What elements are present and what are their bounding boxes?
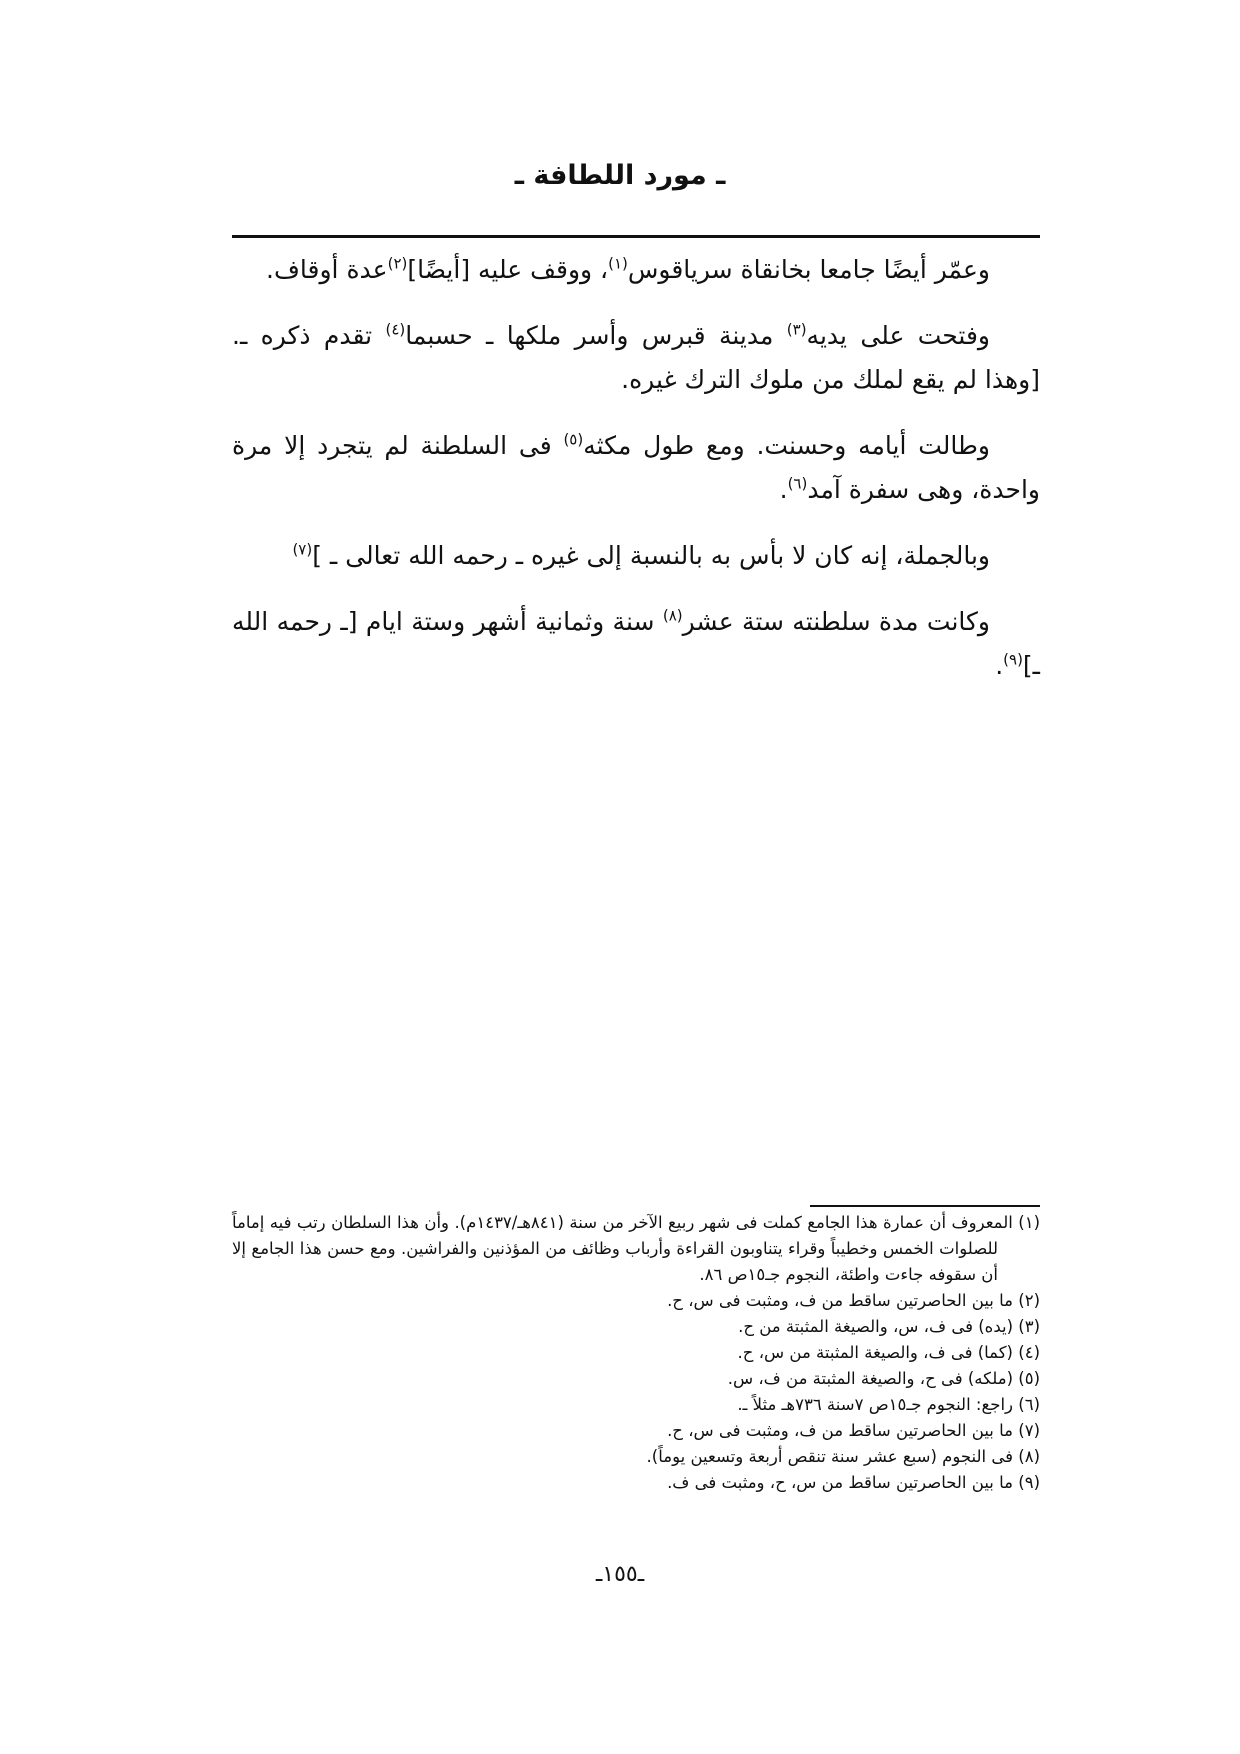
footnote-7: (٧) ما بين الحاصرتين ساقط من ف، ومثبت فى س، ح. <box>667 1421 1040 1440</box>
paragraph-5 <box>232 600 1040 688</box>
text-run: وكانت مدة سلطنته ستة عشر <box>682 607 990 636</box>
footnote-3: (٣) (يده) فى ف، س، والصيغة المثبتة من ح. <box>738 1317 1040 1336</box>
text-run: عدة أوقاف. <box>266 255 388 284</box>
text-run: سنة وثمانية أشهر وستة ايام [ـ رحمه الله ـ] <box>232 607 1040 680</box>
footnote-ref-5[interactable]: (٥) <box>563 430 584 449</box>
footnote-ref-7[interactable]: (٧) <box>292 540 313 559</box>
paragraph-3 <box>232 424 1040 512</box>
footnote-8: (٨) فى النجوم (سبع عشر سنة تنقص أربعة وتسعين يوماً). <box>646 1447 1040 1466</box>
text-run: وبالجملة، إنه كان لا بأس به بالنسبة إلى غيره ـ رحمه الله تعالى ـ ] <box>312 541 990 570</box>
footnote-6: (٦) راجع: النجوم جـ١٥ص ٧سنة ٧٣٦هـ مثلاً ـ. <box>737 1395 1040 1414</box>
footnote-ref-3[interactable]: (٣) <box>786 320 807 339</box>
text-run: وفتحت على يديه <box>806 321 990 350</box>
footnote-ref-4[interactable]: (٤) <box>385 320 406 339</box>
footnotes <box>232 1210 1040 1496</box>
text-run: وطالت أيامه وحسنت. ومع طول مكثه <box>583 431 990 460</box>
footnote-ref-2[interactable]: (٢) <box>387 254 408 273</box>
page-number: ـ١٥٥ـ <box>595 1562 645 1587</box>
text-run: . <box>995 651 1004 680</box>
footnote-ref-6[interactable]: (٦) <box>787 474 808 493</box>
paragraph-1 <box>232 248 1040 292</box>
footnote-ref-9[interactable]: (٩) <box>1003 650 1023 669</box>
footnote-ref-1[interactable]: (١) <box>608 254 628 273</box>
footnote-ref-8[interactable]: (٨) <box>662 606 683 625</box>
paragraph-2 <box>232 314 1040 402</box>
footnote-4: (٤) (كما) فى ف، والصيغة المثبتة من س، ح. <box>737 1343 1040 1362</box>
text-run: . <box>779 475 788 504</box>
footnote-rule <box>810 1205 1040 1207</box>
text-run: وعمّر أيضًا جامعا بخانقاة سرياقوس <box>627 255 990 284</box>
main-text <box>232 248 1040 710</box>
text-run: مدينة قبرس وأسر ملكها ـ حسبما <box>405 321 787 350</box>
paragraph-4 <box>232 534 1040 578</box>
text-run: ، ووقف عليه [أيضًا] <box>407 255 609 284</box>
header-rule <box>232 235 1040 238</box>
running-header: ـ مورد اللطافة ـ <box>514 160 726 191</box>
footnote-2: (٢) ما بين الحاصرتين ساقط من ف، ومثبت فى س، ح. <box>667 1291 1040 1310</box>
footnote-5: (٥) (ملكه) فى ح، والصيغة المثبتة من ف، س. <box>727 1369 1040 1388</box>
footnote-1: (١) المعروف أن عمارة هذا الجامع كملت فى شهر ربيع الآخر من سنة (٨٤١هـ/١٤٣٧م). وأن هذا السلطان رتب فيه إماماً للصلوات الخمس وخطيباً وقراء يتناوبون القراءة وأرباب وظائف من المؤذنين والفراشين. ومع حسن هذا الجامع إلا أن سقوفه جاءت واطئة، النجوم جـ١٥ص ٨٦. <box>232 1213 1041 1284</box>
footnote-9: (٩) ما بين الحاصرتين ساقط من س، ح، ومثبت فى ف. <box>667 1473 1040 1492</box>
text-run: تقدم ذكره ـ. [وهذا لم يقع لملك من ملوك الترك غيره. <box>232 321 1040 394</box>
text-run: فى السلطنة لم يتجرد إلا مرة واحدة، وهى سفرة آمد <box>232 431 1040 504</box>
